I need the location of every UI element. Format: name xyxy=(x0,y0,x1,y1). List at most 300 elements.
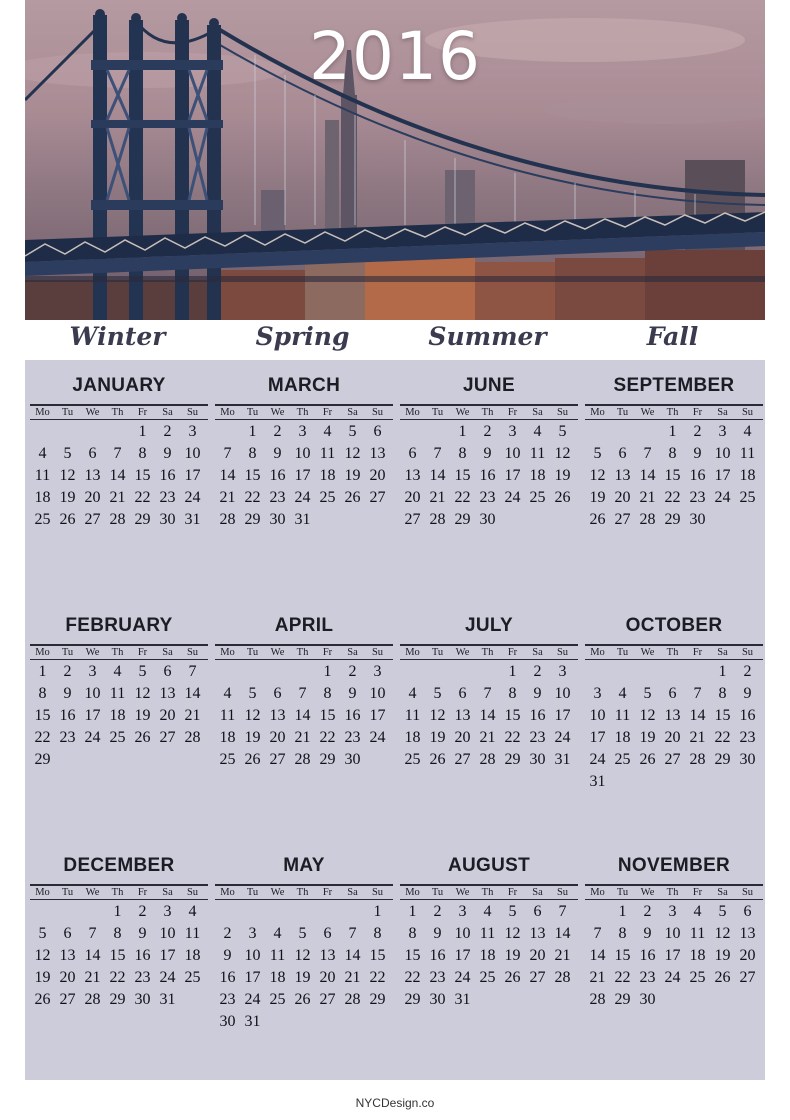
day-number: 3 xyxy=(718,423,727,440)
weekday-label: Th xyxy=(481,887,494,898)
day-number: 25 xyxy=(689,969,706,986)
day-number: 25 xyxy=(614,751,631,768)
day-number: 23 xyxy=(689,489,706,506)
day-number: 21 xyxy=(184,707,201,724)
month-grid xyxy=(215,404,393,531)
empty-cell xyxy=(215,421,240,443)
day-number: 16 xyxy=(479,467,496,484)
day-number: 25 xyxy=(219,751,236,768)
day-number: 6 xyxy=(163,663,172,680)
day-number: 18 xyxy=(109,707,126,724)
day-number: 9 xyxy=(163,445,172,462)
day-cells xyxy=(585,661,760,793)
day-number: 16 xyxy=(429,947,446,964)
day-number: 4 xyxy=(323,423,332,440)
day-number: 26 xyxy=(134,729,151,746)
day-number: 28 xyxy=(219,511,236,528)
day-number: 10 xyxy=(714,445,731,462)
month-name: APRIL xyxy=(274,615,334,636)
day-number: 30 xyxy=(219,1013,236,1030)
weekday-label: Sa xyxy=(162,647,173,658)
weekday-label: Su xyxy=(741,647,754,658)
calendar-panel xyxy=(25,360,765,1080)
weekday-label: Th xyxy=(296,647,309,658)
day-number: 14 xyxy=(479,707,496,724)
weekday-label: Sa xyxy=(162,407,173,418)
month-grid xyxy=(585,884,763,1011)
day-number: 26 xyxy=(589,511,606,528)
month-october xyxy=(585,614,763,793)
day-number: 24 xyxy=(554,729,571,746)
day-number: 1 xyxy=(408,903,417,920)
day-number: 14 xyxy=(344,947,361,964)
day-number: 7 xyxy=(433,445,442,462)
day-number: 19 xyxy=(639,729,656,746)
weekday-label: Th xyxy=(111,647,124,658)
weekday-label: Su xyxy=(371,647,384,658)
weekday-label: Su xyxy=(556,887,569,898)
day-number: 6 xyxy=(743,903,752,920)
weekday-label: Fr xyxy=(507,887,518,898)
day-number: 10 xyxy=(504,445,521,462)
day-number: 12 xyxy=(294,947,311,964)
day-number: 12 xyxy=(639,707,656,724)
day-number: 28 xyxy=(689,751,706,768)
day-number: 15 xyxy=(34,707,51,724)
empty-cell xyxy=(585,421,610,443)
day-cells xyxy=(30,421,205,531)
weekday-label: Su xyxy=(741,887,754,898)
day-number: 10 xyxy=(159,925,176,942)
day-number: 13 xyxy=(614,467,631,484)
day-number: 6 xyxy=(373,423,382,440)
day-number: 21 xyxy=(219,489,236,506)
day-number: 11 xyxy=(739,445,756,462)
weekday-header xyxy=(585,406,763,420)
day-number: 16 xyxy=(219,969,236,986)
empty-cell xyxy=(265,901,290,923)
day-number: 15 xyxy=(504,707,521,724)
day-number: 8 xyxy=(458,445,467,462)
day-number: 9 xyxy=(223,947,232,964)
empty-cell xyxy=(475,661,500,683)
day-number: 31 xyxy=(294,511,311,528)
day-number: 19 xyxy=(244,729,261,746)
weekday-label: Sa xyxy=(717,887,728,898)
weekday-header xyxy=(400,646,578,660)
empty-cell xyxy=(215,661,240,683)
day-number: 2 xyxy=(743,663,752,680)
month-grid xyxy=(400,884,578,1011)
day-number: 9 xyxy=(63,685,72,702)
weekday-header xyxy=(30,646,208,660)
weekday-header xyxy=(400,406,578,420)
weekday-header xyxy=(585,886,763,900)
day-cells xyxy=(400,421,575,531)
day-cells xyxy=(585,901,760,1011)
day-number: 24 xyxy=(504,489,521,506)
day-number: 4 xyxy=(113,663,122,680)
day-number: 4 xyxy=(483,903,492,920)
weekday-label: We xyxy=(85,887,100,898)
day-number: 28 xyxy=(109,511,126,528)
weekday-label: Tu xyxy=(616,407,629,418)
day-number: 6 xyxy=(668,685,677,702)
day-number: 1 xyxy=(248,423,257,440)
day-number: 5 xyxy=(508,903,517,920)
day-number: 19 xyxy=(589,489,606,506)
empty-cell xyxy=(290,901,315,923)
day-number: 22 xyxy=(404,969,421,986)
day-number: 8 xyxy=(668,445,677,462)
day-number: 17 xyxy=(554,707,571,724)
day-number: 27 xyxy=(739,969,756,986)
empty-cell xyxy=(80,901,105,923)
empty-cell xyxy=(315,901,340,923)
day-number: 31 xyxy=(159,991,176,1008)
weekday-label: Su xyxy=(186,407,199,418)
weekday-label: We xyxy=(640,647,655,658)
day-number: 3 xyxy=(593,685,602,702)
day-cells xyxy=(30,901,205,1011)
day-number: 15 xyxy=(714,707,731,724)
weekday-label: Mo xyxy=(35,407,50,418)
empty-cell xyxy=(55,901,80,923)
day-number: 3 xyxy=(188,423,197,440)
month-grid xyxy=(215,644,393,771)
day-number: 18 xyxy=(614,729,631,746)
weekday-header xyxy=(30,406,208,420)
day-number: 17 xyxy=(244,969,261,986)
weekday-label: We xyxy=(640,887,655,898)
day-number: 20 xyxy=(614,489,631,506)
weekday-label: We xyxy=(270,887,285,898)
day-number: 5 xyxy=(38,925,47,942)
day-number: 13 xyxy=(369,445,386,462)
weekday-label: Th xyxy=(666,887,679,898)
day-number: 17 xyxy=(184,467,201,484)
day-number: 7 xyxy=(223,445,232,462)
weekday-header xyxy=(215,886,393,900)
day-number: 24 xyxy=(714,489,731,506)
day-number: 24 xyxy=(294,489,311,506)
weekday-label: We xyxy=(85,647,100,658)
day-number: 10 xyxy=(184,445,201,462)
day-number: 29 xyxy=(504,751,521,768)
day-number: 6 xyxy=(63,925,72,942)
day-number: 16 xyxy=(529,707,546,724)
day-number: 27 xyxy=(319,991,336,1008)
day-number: 16 xyxy=(344,707,361,724)
day-number: 8 xyxy=(38,685,47,702)
day-number: 14 xyxy=(554,925,571,942)
day-number: 14 xyxy=(109,467,126,484)
day-number: 30 xyxy=(269,511,286,528)
season-spring: Spring xyxy=(255,322,350,351)
day-number: 20 xyxy=(159,707,176,724)
day-number: 26 xyxy=(344,489,361,506)
day-number: 15 xyxy=(319,707,336,724)
footer-credit: NYCDesign.co xyxy=(355,1096,435,1110)
day-number: 3 xyxy=(248,925,257,942)
day-number: 22 xyxy=(454,489,471,506)
empty-cell xyxy=(400,421,425,443)
day-cells xyxy=(400,661,575,771)
weekday-label: Fr xyxy=(137,407,148,418)
day-number: 19 xyxy=(714,947,731,964)
weekday-label: Mo xyxy=(405,887,420,898)
day-number: 12 xyxy=(59,467,76,484)
day-number: 10 xyxy=(84,685,101,702)
day-number: 15 xyxy=(134,467,151,484)
day-number: 12 xyxy=(244,707,261,724)
day-number: 24 xyxy=(84,729,101,746)
weekday-label: Mo xyxy=(220,647,235,658)
day-number: 25 xyxy=(404,751,421,768)
weekday-label: Tu xyxy=(431,647,444,658)
day-number: 26 xyxy=(429,751,446,768)
day-number: 7 xyxy=(113,445,122,462)
day-number: 11 xyxy=(34,467,51,484)
day-number: 12 xyxy=(429,707,446,724)
day-number: 15 xyxy=(454,467,471,484)
day-number: 13 xyxy=(454,707,471,724)
day-number: 2 xyxy=(643,903,652,920)
weekday-header xyxy=(585,646,763,660)
day-number: 17 xyxy=(454,947,471,964)
day-number: 2 xyxy=(223,925,232,942)
day-number: 27 xyxy=(269,751,286,768)
day-number: 2 xyxy=(163,423,172,440)
weekday-label: We xyxy=(85,407,100,418)
day-number: 19 xyxy=(59,489,76,506)
day-number: 1 xyxy=(458,423,467,440)
day-number: 9 xyxy=(138,925,147,942)
day-number: 2 xyxy=(63,663,72,680)
day-number: 22 xyxy=(504,729,521,746)
day-number: 10 xyxy=(589,707,606,724)
day-number: 7 xyxy=(188,663,197,680)
day-number: 1 xyxy=(113,903,122,920)
day-number: 22 xyxy=(134,489,151,506)
day-number: 29 xyxy=(369,991,386,1008)
weekday-label: We xyxy=(455,407,470,418)
day-number: 21 xyxy=(84,969,101,986)
month-february xyxy=(30,614,208,771)
day-number: 2 xyxy=(348,663,357,680)
day-number: 1 xyxy=(668,423,677,440)
day-number: 17 xyxy=(714,467,731,484)
day-number: 24 xyxy=(664,969,681,986)
weekday-label: Mo xyxy=(35,647,50,658)
day-number: 1 xyxy=(138,423,147,440)
empty-cell xyxy=(240,661,265,683)
day-number: 15 xyxy=(109,947,126,964)
weekday-label: Tu xyxy=(246,647,259,658)
day-number: 11 xyxy=(404,707,421,724)
day-number: 31 xyxy=(244,1013,261,1030)
day-number: 18 xyxy=(479,947,496,964)
day-number: 11 xyxy=(614,707,631,724)
day-number: 8 xyxy=(248,445,257,462)
day-number: 23 xyxy=(269,489,286,506)
weekday-label: Sa xyxy=(532,407,543,418)
day-number: 20 xyxy=(529,947,546,964)
month-december xyxy=(30,854,208,1011)
weekday-label: Mo xyxy=(590,407,605,418)
day-number: 9 xyxy=(533,685,542,702)
month-name: MAY xyxy=(283,855,325,876)
day-number: 31 xyxy=(184,511,201,528)
day-number: 3 xyxy=(558,663,567,680)
day-number: 12 xyxy=(344,445,361,462)
weekday-label: Tu xyxy=(246,887,259,898)
day-number: 13 xyxy=(529,925,546,942)
day-number: 23 xyxy=(159,489,176,506)
month-name: JULY xyxy=(464,615,514,636)
empty-cell xyxy=(610,661,635,683)
day-number: 1 xyxy=(718,663,727,680)
day-number: 7 xyxy=(693,685,702,702)
day-number: 6 xyxy=(533,903,542,920)
month-september xyxy=(585,374,763,531)
day-number: 11 xyxy=(689,925,706,942)
day-number: 28 xyxy=(589,991,606,1008)
month-name: JUNE xyxy=(463,375,515,396)
month-july xyxy=(400,614,578,771)
day-number: 22 xyxy=(34,729,51,746)
day-number: 11 xyxy=(529,445,546,462)
calendar-year: 2016 xyxy=(309,18,481,95)
day-number: 18 xyxy=(319,467,336,484)
day-number: 6 xyxy=(323,925,332,942)
day-number: 14 xyxy=(429,467,446,484)
day-number: 7 xyxy=(483,685,492,702)
day-number: 20 xyxy=(269,729,286,746)
day-number: 21 xyxy=(294,729,311,746)
day-number: 24 xyxy=(184,489,201,506)
day-number: 4 xyxy=(223,685,232,702)
weekday-label: We xyxy=(640,407,655,418)
day-number: 14 xyxy=(639,467,656,484)
day-number: 5 xyxy=(348,423,357,440)
empty-cell xyxy=(55,421,80,443)
weekday-label: Fr xyxy=(692,647,703,658)
day-number: 6 xyxy=(273,685,282,702)
empty-cell xyxy=(215,901,240,923)
header-photo xyxy=(25,0,765,320)
empty-cell xyxy=(105,421,130,443)
day-number: 8 xyxy=(323,685,332,702)
day-number: 21 xyxy=(429,489,446,506)
day-number: 10 xyxy=(369,685,386,702)
weekday-label: Sa xyxy=(717,407,728,418)
day-number: 24 xyxy=(369,729,386,746)
weekday-label: Sa xyxy=(717,647,728,658)
day-number: 31 xyxy=(589,773,606,790)
weekday-label: Tu xyxy=(61,407,74,418)
day-number: 21 xyxy=(554,947,571,964)
weekday-label: Fr xyxy=(507,647,518,658)
day-number: 27 xyxy=(84,511,101,528)
day-number: 15 xyxy=(614,947,631,964)
day-number: 15 xyxy=(369,947,386,964)
empty-cell xyxy=(30,421,55,443)
month-march xyxy=(215,374,393,531)
day-number: 7 xyxy=(593,925,602,942)
weekday-label: Sa xyxy=(532,887,543,898)
day-number: 8 xyxy=(718,685,727,702)
day-number: 17 xyxy=(664,947,681,964)
weekday-label: Tu xyxy=(246,407,259,418)
day-number: 14 xyxy=(184,685,201,702)
day-number: 5 xyxy=(248,685,257,702)
weekday-label: Sa xyxy=(162,887,173,898)
day-number: 18 xyxy=(739,467,756,484)
weekday-label: Fr xyxy=(507,407,518,418)
day-number: 19 xyxy=(504,947,521,964)
weekday-label: Su xyxy=(371,407,384,418)
day-number: 11 xyxy=(319,445,336,462)
weekday-header xyxy=(30,886,208,900)
month-january xyxy=(30,374,208,531)
day-number: 26 xyxy=(504,969,521,986)
day-number: 22 xyxy=(714,729,731,746)
weekday-label: Th xyxy=(296,887,309,898)
day-number: 30 xyxy=(479,511,496,528)
day-number: 3 xyxy=(508,423,517,440)
day-number: 2 xyxy=(138,903,147,920)
day-number: 28 xyxy=(429,511,446,528)
day-number: 13 xyxy=(664,707,681,724)
day-number: 25 xyxy=(269,991,286,1008)
month-name: MARCH xyxy=(267,375,341,396)
day-number: 1 xyxy=(618,903,627,920)
weekday-label: Fr xyxy=(322,647,333,658)
day-number: 29 xyxy=(664,511,681,528)
weekday-label: Th xyxy=(481,647,494,658)
day-number: 21 xyxy=(344,969,361,986)
day-number: 4 xyxy=(38,445,47,462)
season-winter: Winter xyxy=(69,322,166,351)
month-grid xyxy=(30,404,208,531)
day-number: 18 xyxy=(184,947,201,964)
weekday-label: Th xyxy=(296,407,309,418)
day-number: 8 xyxy=(373,925,382,942)
day-number: 14 xyxy=(589,947,606,964)
day-number: 14 xyxy=(294,707,311,724)
month-name: DECEMBER xyxy=(63,855,175,876)
day-number: 9 xyxy=(643,925,652,942)
day-cells xyxy=(30,661,205,771)
day-number: 16 xyxy=(159,467,176,484)
day-number: 12 xyxy=(34,947,51,964)
day-number: 3 xyxy=(668,903,677,920)
weekday-label: Th xyxy=(481,407,494,418)
day-number: 7 xyxy=(348,925,357,942)
day-number: 20 xyxy=(84,489,101,506)
day-number: 21 xyxy=(639,489,656,506)
day-number: 23 xyxy=(134,969,151,986)
day-number: 20 xyxy=(404,489,421,506)
month-grid xyxy=(30,884,208,1011)
day-number: 3 xyxy=(88,663,97,680)
day-number: 22 xyxy=(319,729,336,746)
day-number: 23 xyxy=(429,969,446,986)
weekday-label: Th xyxy=(666,407,679,418)
day-number: 6 xyxy=(408,445,417,462)
day-number: 20 xyxy=(454,729,471,746)
